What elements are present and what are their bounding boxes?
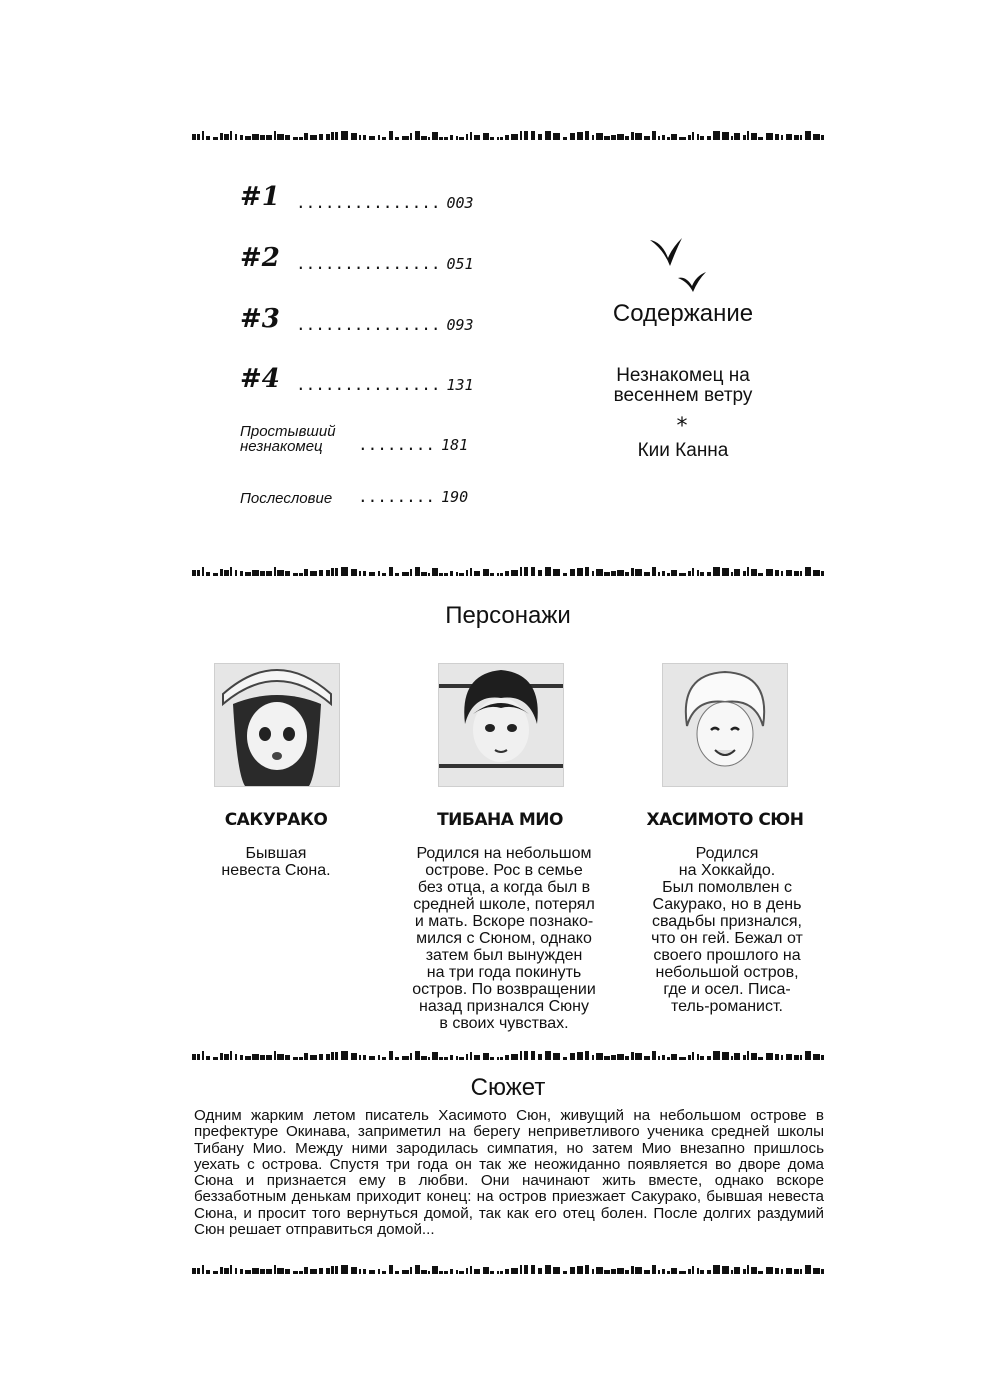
birds-icon (648, 236, 712, 292)
desc-line: без отца, а когда был в (417, 879, 591, 896)
toc-dots: ............... (296, 375, 441, 394)
work-title-line: весеннем ветру (613, 385, 753, 406)
toc-label: Послесловие (240, 490, 333, 507)
toc-entry-afterword[interactable] (240, 487, 468, 506)
toc-dots: ........ (358, 487, 436, 506)
desc-line: и мать. Вскоре познако- (414, 913, 594, 930)
desc-line: Родился на небольшом (416, 845, 592, 862)
toc-entry-3[interactable] (240, 304, 474, 334)
toc-page-number: 093 (446, 316, 474, 334)
toc-label-line: Простывший (240, 423, 336, 440)
toc-page-number: 190 (441, 488, 469, 506)
divider-pattern (192, 1264, 824, 1274)
character-name-tibana-mio: ТИБАНА МИО (437, 810, 563, 830)
asterisk-ornament: * (676, 414, 688, 439)
toc-entry-4[interactable] (240, 364, 474, 394)
toc-page-number: 181 (441, 436, 469, 454)
author-name: Кии Канна (637, 440, 729, 461)
plot-summary: Одним жарким летом писатель Хасимото Сюн, живущий на небольшом острове в префектуре Окинава, заприметил на берегу неприветливого ученика средней школы Тибану Мио. Между ними зародилась симпатия, но затем Мио внезапно пришлось уехать с острова. Спустя три года он так же неожиданно появляется во дворе дома Сюна и признается ему в любви. Они начинают жить вместе, однако вскоре беззаботным денькам приходит конец: на остров приезжает Сакурако, бывшая невеста Сюна, и просит того вернуться домой, так как его отец болен. После долгих раздумий Сюн решает отправиться домой... (194, 1107, 824, 1239)
characters-heading: Персонажи (445, 602, 571, 629)
toc-number: #4 (240, 364, 280, 394)
divider-pattern (192, 566, 824, 576)
toc-page-number: 003 (446, 194, 474, 212)
toc-page-number: 131 (446, 376, 474, 394)
desc-line: острове. Рос в семье (425, 862, 583, 879)
desc-line: Бывшая (245, 845, 307, 862)
decorative-divider (192, 1050, 824, 1060)
decorative-divider (192, 1264, 824, 1274)
toc-page-number: 051 (446, 255, 474, 273)
toc-dots: ............... (296, 315, 441, 334)
toc-entry-bonus[interactable] (240, 424, 468, 454)
decorative-divider (192, 566, 824, 576)
portrait-tibana-mio (438, 663, 564, 787)
desc-line: где и осел. Писа- (663, 981, 791, 998)
desc-line: своего прошлого на (653, 947, 801, 964)
portrait-sakurako (214, 663, 340, 787)
toc-number: #2 (240, 243, 280, 273)
contents-heading: Содержание (612, 300, 754, 327)
character-desc-sakurako (196, 845, 356, 879)
desc-line: на Хоккайдо. (678, 862, 776, 879)
portrait-illustration (439, 664, 563, 786)
desc-line: затем был вынужден (425, 947, 583, 964)
toc-number: #1 (240, 182, 280, 212)
toc-dots: ............... (296, 193, 441, 212)
divider-pattern (192, 1050, 824, 1060)
desc-line: Родился (695, 845, 759, 862)
decorative-divider (192, 130, 824, 140)
toc-label (240, 424, 358, 454)
toc-entry-1[interactable] (240, 182, 474, 212)
desc-line: Был помолвлен с (662, 879, 792, 896)
character-name-hasimoto-syun: ХАСИМОТО СЮН (646, 810, 804, 830)
desc-line: средней школе, потерял (413, 896, 595, 913)
desc-line: что он гей. Бежал от (651, 930, 803, 947)
desc-line: мился с Сюном, однако (416, 930, 592, 947)
desc-line: на три года покинуть (426, 964, 582, 981)
desc-line: небольшой остров, (655, 964, 799, 981)
toc-label-line: незнакомец (240, 438, 323, 455)
desc-line: назад признался Сюну (419, 998, 589, 1015)
desc-line: свадьбы признался, (651, 913, 802, 930)
plot-heading: Сюжет (470, 1074, 546, 1101)
work-title (580, 366, 786, 406)
portrait-illustration (215, 664, 339, 786)
character-desc-hasimoto-syun (624, 845, 830, 1015)
toc-dots: ........ (358, 435, 436, 454)
desc-line: Сакурако, но в день (652, 896, 802, 913)
toc-entry-2[interactable] (240, 243, 474, 273)
desc-line: тель-романист. (671, 998, 783, 1015)
desc-line: в своих чувствах. (439, 1015, 569, 1032)
character-desc-tibana-mio (384, 845, 624, 1032)
toc-dots: ............... (296, 254, 441, 273)
work-title-line: Незнакомец на (616, 365, 750, 386)
portrait-illustration (663, 664, 787, 786)
character-name-sakurako: САКУРАКО (224, 810, 328, 830)
desc-line: невеста Сюна. (221, 862, 331, 879)
divider-pattern (192, 130, 824, 140)
portrait-hasimoto-syun (662, 663, 788, 787)
desc-line: остров. По возвращении (412, 981, 596, 998)
toc-number: #3 (240, 304, 280, 334)
